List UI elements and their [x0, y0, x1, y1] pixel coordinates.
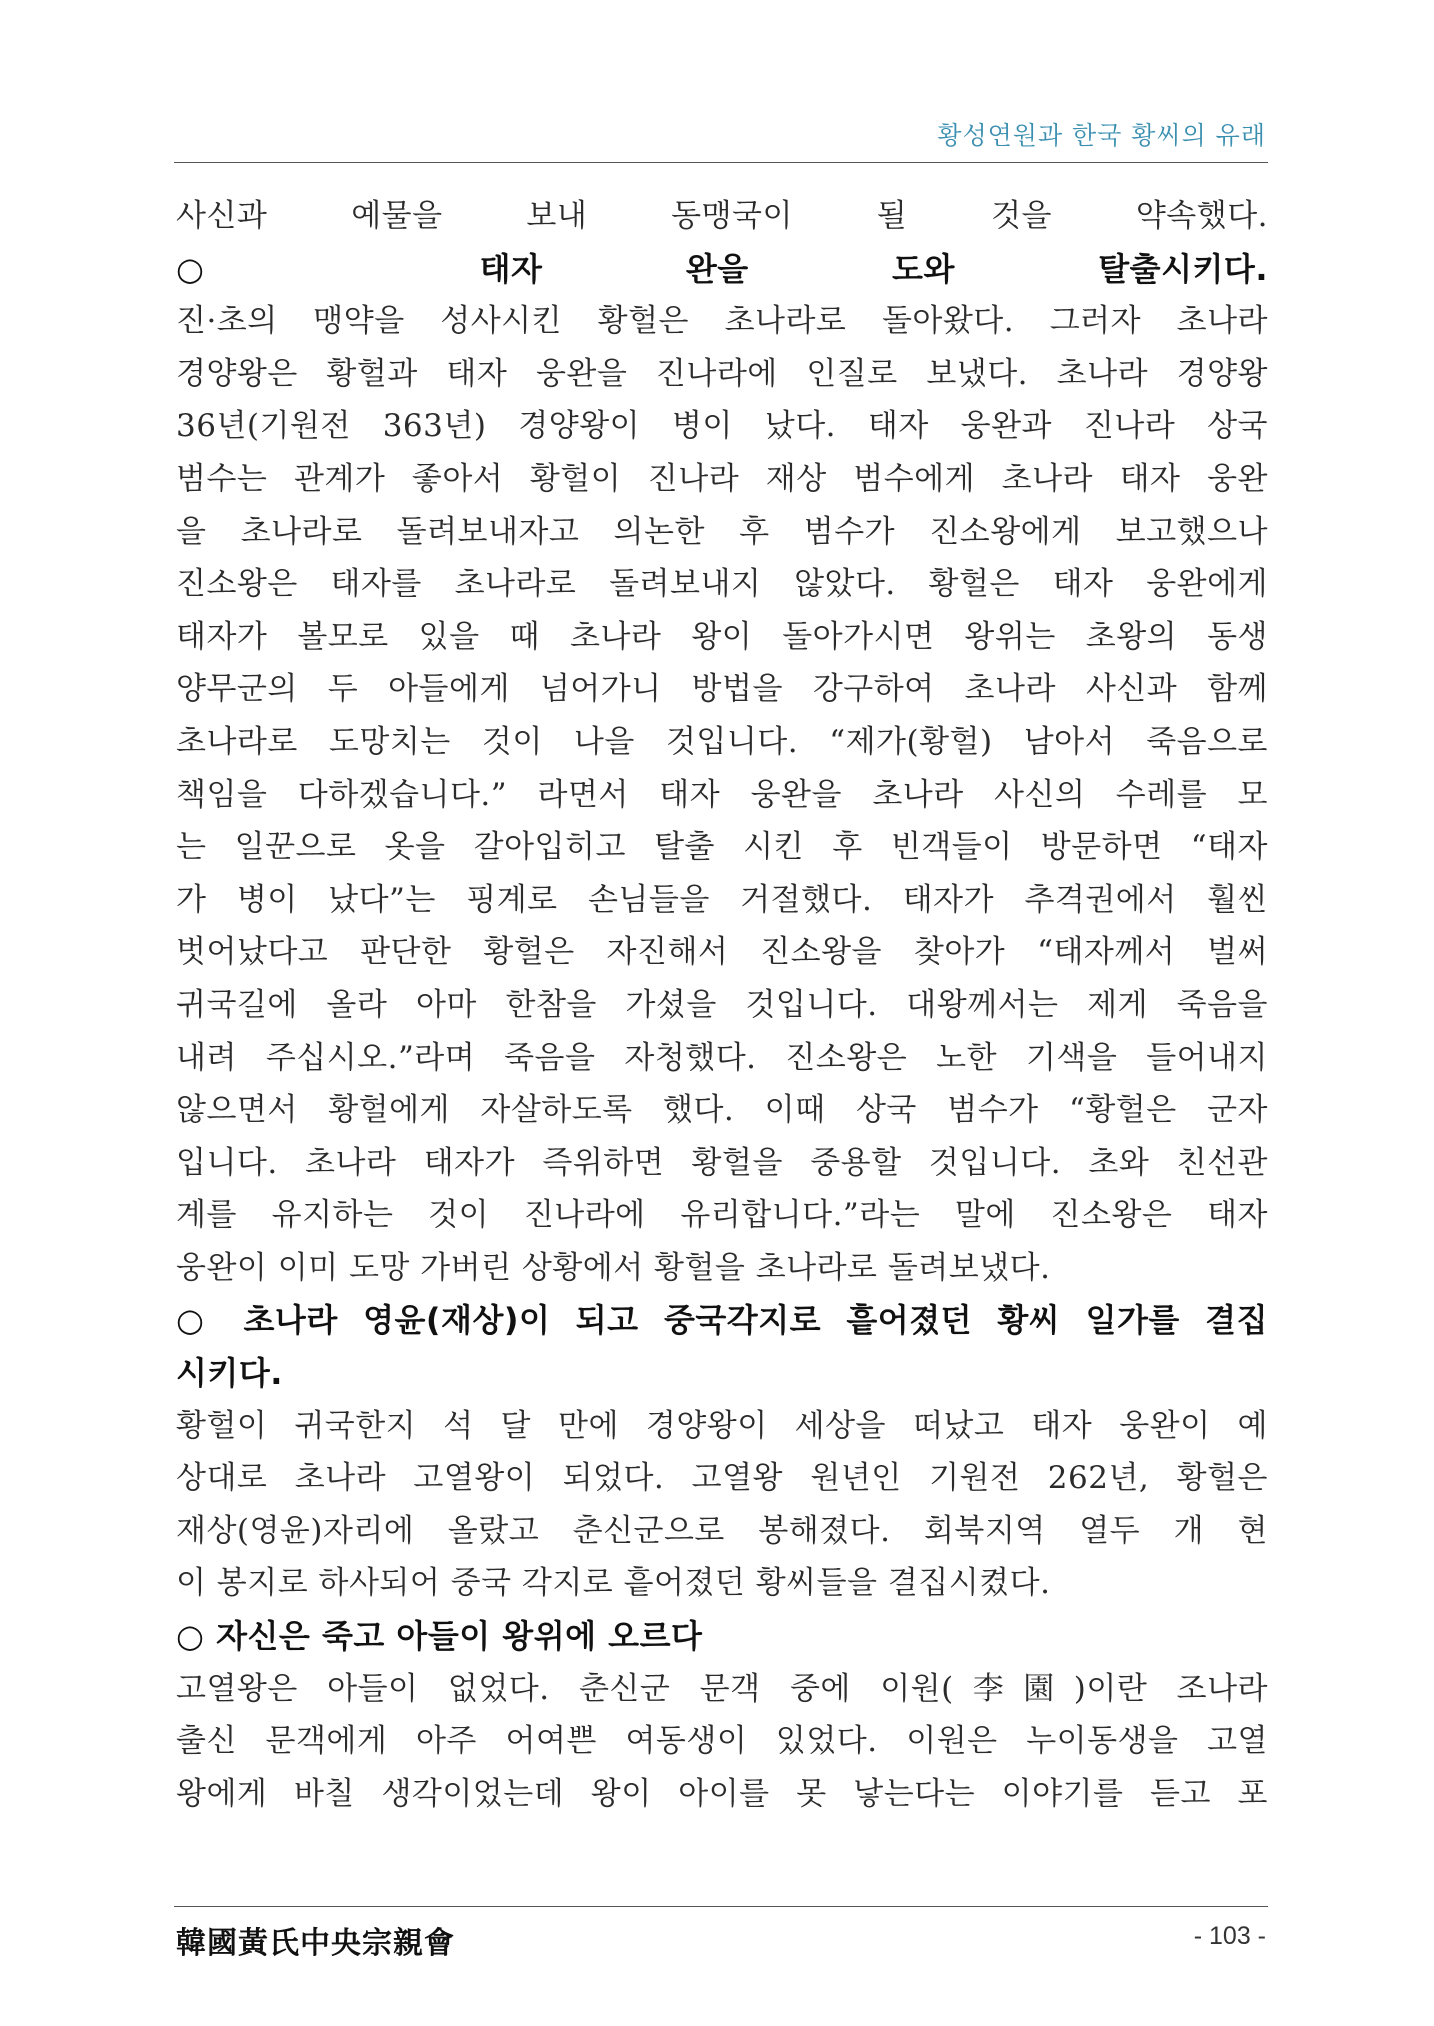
footer-divider — [174, 1906, 1268, 1907]
body-line: 재상(영윤)자리에 올랐고 춘신군으로 봉해졌다. 회북지역 열두 개 현 — [176, 1512, 1268, 1549]
body-line: 경양왕은 황헐과 태자 웅완을 진나라에 인질로 보냈다. 초나라 경양왕 — [176, 355, 1268, 392]
body-line: 가 병이 났다”는 핑계로 손님들을 거절했다. 태자가 추격권에서 훨씬 — [176, 881, 1268, 918]
body-line: 진소왕은 태자를 초나라로 돌려보내지 않았다. 황헐은 태자 웅완에게 — [176, 566, 1268, 603]
section-heading: ○ 초나라 영윤(재상)이 되고 중국각지로 흩어졌던 황씨 일가를 결집 — [176, 1301, 1268, 1340]
page-number: - 103 - — [1193, 1922, 1266, 1950]
body-line: 사신과 예물을 보내 동맹국이 될 것을 약속했다. — [176, 198, 1268, 234]
body-line: 황헐이 귀국한지 석 달 만에 경양왕이 세상을 떠났고 태자 웅완이 예 — [176, 1407, 1268, 1444]
footer-organization-name: 韓國黃氏中央宗親會 — [176, 1926, 455, 1961]
body-line: 초나라로 도망치는 것이 나을 것입니다. “제가(황헐) 남아서 죽음으로 — [176, 723, 1268, 760]
body-line: 이 봉지로 하사되어 중국 각지로 흩어졌던 황씨들을 결집시켰다. — [176, 1565, 1051, 1602]
body-line: 태자가 볼모로 있을 때 초나라 왕이 돌아가시면 왕위는 초왕의 동생 — [176, 618, 1268, 655]
body-line: 범수는 관계가 좋아서 황헐이 진나라 재상 범수에게 초나라 태자 웅완 — [176, 460, 1268, 497]
body-line: 웅완이 이미 도망 가버린 상황에서 황헐을 초나라로 돌려보냈다. — [176, 1249, 1051, 1286]
body-line: 고열왕은 아들이 없었다. 춘신군 문객 중에 이원(李園)이란 조나라 — [176, 1670, 1268, 1707]
section-heading-continued: 시키다. — [176, 1354, 283, 1393]
body-line: 책임을 다하겠습니다.” 라면서 태자 웅완을 초나라 사신의 수레를 모 — [176, 776, 1268, 813]
running-header-title: 황성연원과 한국 황씨의 유래 — [937, 121, 1266, 150]
body-line: 왕에게 바칠 생각이었는데 왕이 아이를 못 낳는다는 이야기를 듣고 포 — [176, 1775, 1268, 1812]
body-line: 진·초의 맹약을 성사시킨 황헐은 초나라로 돌아왔다. 그러자 초나라 — [176, 303, 1268, 340]
body-line: 상대로 초나라 고열왕이 되었다. 고열왕 원년인 기원전 262년, 황헐은 — [176, 1460, 1268, 1497]
body-line: 않으면서 황헐에게 자살하도록 했다. 이때 상국 범수가 “황헐은 군자 — [176, 1092, 1268, 1129]
section-heading: ○ 자신은 죽고 아들이 왕위에 오르다 — [176, 1617, 703, 1656]
body-line: 계를 유지하는 것이 진나라에 유리합니다.”라는 말에 진소왕은 태자 — [176, 1197, 1268, 1234]
body-line: 입니다. 초나라 태자가 즉위하면 황헐을 중용할 것입니다. 초와 친선관 — [176, 1144, 1268, 1181]
body-line: 을 초나라로 돌려보내자고 의논한 후 범수가 진소왕에게 보고했으나 — [176, 513, 1268, 550]
body-line: 벗어났다고 판단한 황헐은 자진해서 진소왕을 찾아가 “태자께서 벌써 — [176, 934, 1268, 971]
body-line: 내려 주십시오.”라며 죽음을 자청했다. 진소왕은 노한 기색을 들어내지 — [176, 1039, 1268, 1076]
body-line: 36년(기원전 363년) 경양왕이 병이 났다. 태자 웅완과 진나라 상국 — [176, 408, 1268, 445]
header-divider — [174, 162, 1268, 163]
body-line: 출신 문객에게 아주 어여쁜 여동생이 있었다. 이원은 누이동생을 고열 — [176, 1723, 1268, 1760]
page-body — [176, 190, 1268, 1870]
body-line: 양무군의 두 아들에게 넘어가니 방법을 강구하여 초나라 사신과 함께 — [176, 671, 1268, 708]
section-heading: ○ 태자 완을 도와 탈출시키다. — [176, 249, 1268, 288]
body-line: 귀국길에 올라 아마 한참을 가셨을 것입니다. 대왕께서는 제게 죽음을 — [176, 986, 1268, 1023]
body-line: 는 일꾼으로 옷을 갈아입히고 탈출 시킨 후 빈객들이 방문하면 “태자 — [176, 829, 1268, 866]
